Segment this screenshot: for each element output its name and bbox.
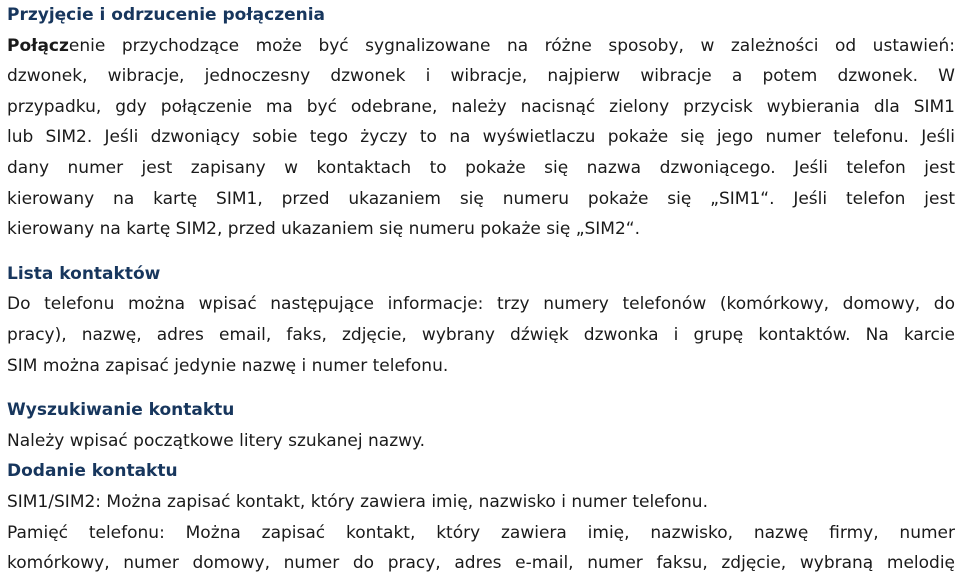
paragraph-line: lub SIM2. Jeśli dzwoniący sobie tego życzy to na wyświetlaczu pokaże się jego numer telefonu. Jeśli	[7, 127, 955, 148]
paragraph-line: przypadku, gdy połączenie ma być odebrane, należy nacisnąć zielony przycisk wybierania dla SIM1	[7, 96, 955, 117]
section-heading-search-contact: Wyszukiwanie kontaktu	[7, 400, 235, 421]
paragraph-line: komórkowy, numer domowy, numer do pracy, adres e-mail, numer faksu, zdjęcie, wybraną melodię	[7, 553, 955, 574]
section-heading-contact-list: Lista kontaktów	[7, 263, 161, 284]
bold-fragment: Połącz	[7, 35, 69, 56]
paragraph-line: pracy), nazwę, adres email, faks, zdjęcie, wybrany dźwięk dzwonka i grupę kontaktów. Na karcie	[7, 324, 955, 345]
section-heading-add-contact: Dodanie kontaktu	[7, 461, 178, 482]
paragraph-line: Należy wpisać początkowe litery szukanej nazwy.	[7, 430, 426, 451]
paragraph-line: SIM1/SIM2: Można zapisać kontakt, który zawiera imię, nazwisko i numer telefonu.	[7, 491, 708, 512]
paragraph-line: dzwonek, wibracje, jednoczesny dzwonek i wibracje, najpierw wibracje a potem dzwonek. W	[7, 66, 955, 87]
paragraph-line: kierowany na kartę SIM1, przed ukazaniem się numeru pokaże się „SIM1“. Jeśli telefon jest	[7, 188, 955, 209]
section-heading-call-handling: Przyjęcie i odrzucenie połączenia	[7, 5, 326, 25]
paragraph-line: kierowany na kartę SIM2, przed ukazaniem się numeru pokaże się „SIM2“.	[7, 219, 641, 240]
paragraph-line	[7, 31, 955, 62]
paragraph-line: Pamięć telefonu: Można zapisać kontakt, który zawiera imię, nazwisko, nazwę firmy, numer	[7, 522, 955, 543]
document-page	[7, 0, 955, 579]
paragraph-line: Do telefonu można wpisać następujące informacje: trzy numery telefonów (komórkowy, domowy, do	[7, 294, 955, 315]
paragraph-line: dany numer jest zapisany w kontaktach to pokaże się nazwa dzwoniącego. Jeśli telefon jest	[7, 157, 955, 178]
line-text: enie przychodzące może być sygnalizowane na różne sposoby, w zależności od ustawień:	[68, 35, 955, 56]
paragraph-line: SIM można zapisać jedynie nazwę i numer telefonu.	[7, 355, 449, 376]
